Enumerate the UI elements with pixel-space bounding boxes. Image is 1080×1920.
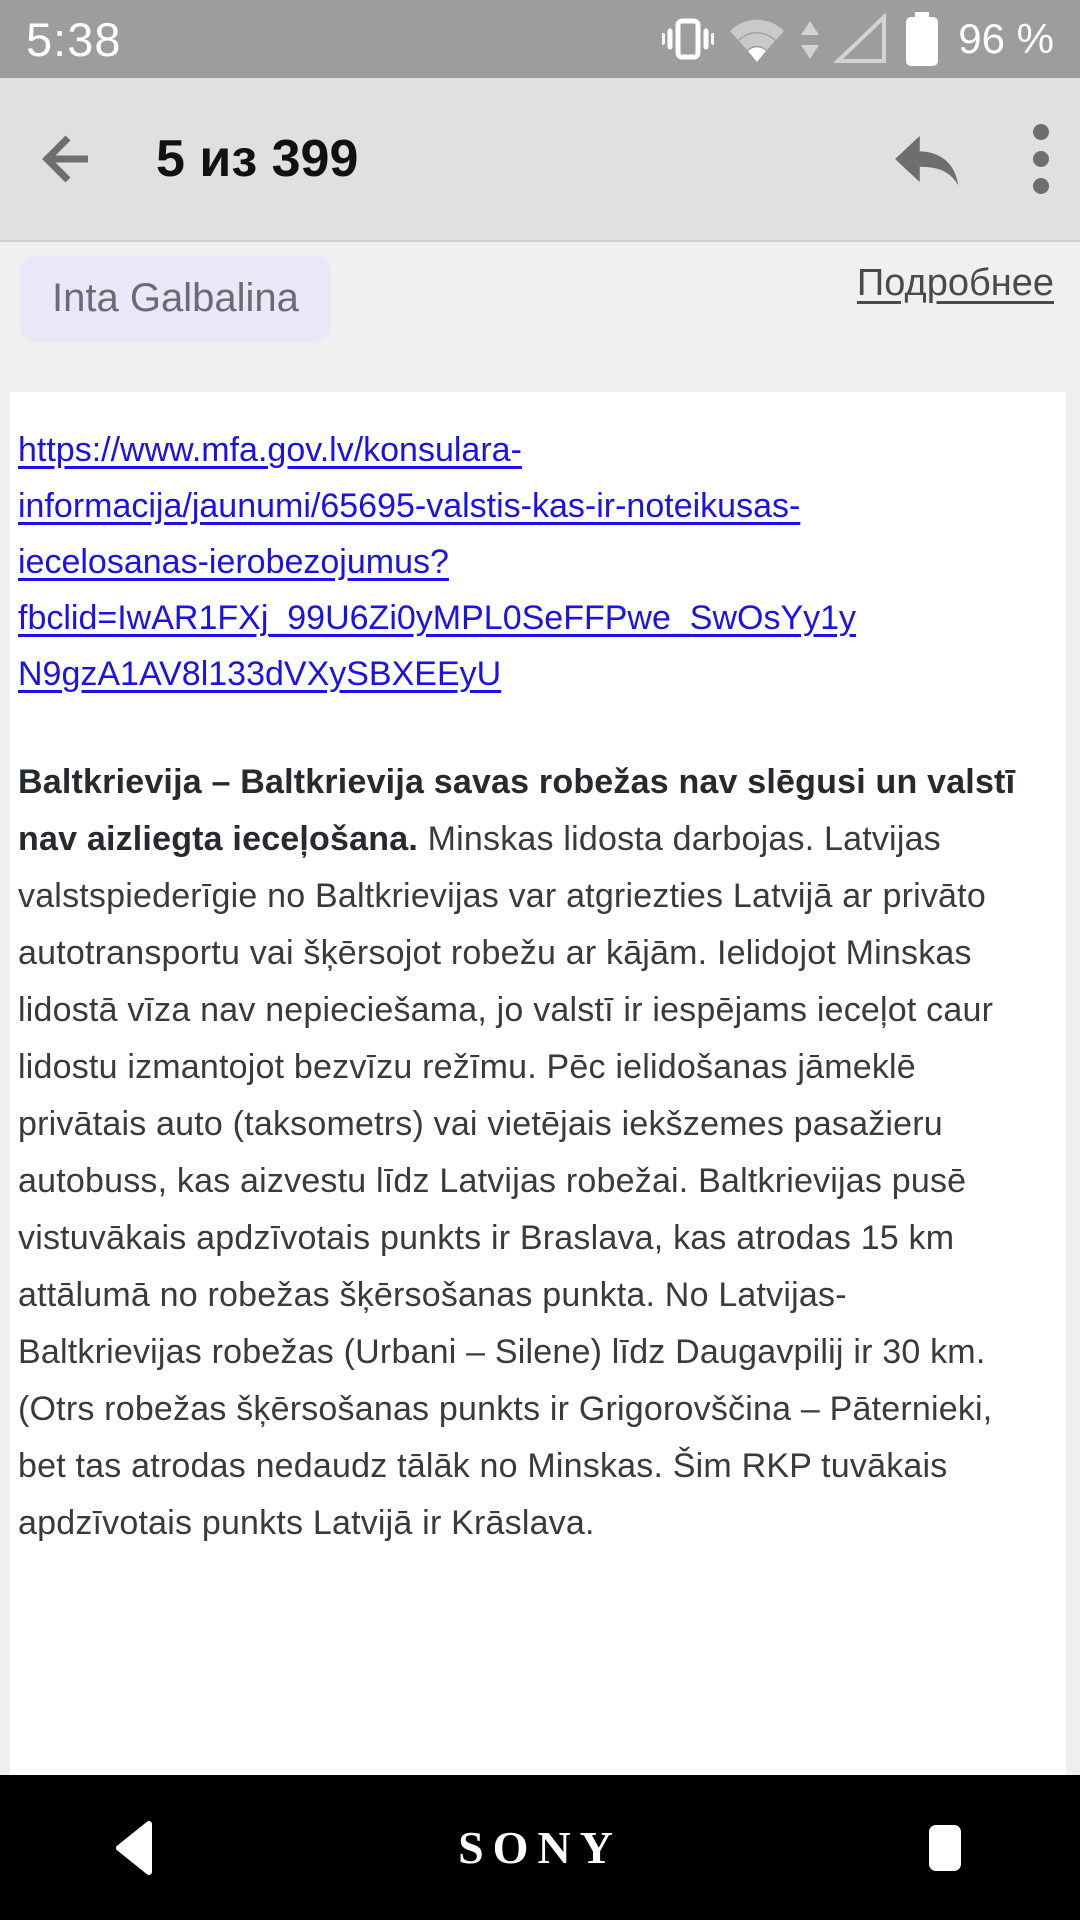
cellular-signal-empty-icon: [834, 13, 890, 65]
url-line: https://www.mfa.gov.lv/konsulara-: [18, 431, 522, 469]
status-clock: 5:38: [26, 12, 122, 66]
url-line: N9gzA1AV8l133dVXySBXEEyU: [18, 655, 502, 693]
back-arrow-icon: [30, 126, 96, 192]
paragraph-regular-text: Minskas lidosta darbojas. Latvijas valstspiederīgie no Baltkrievijas var atgriezties Latvijā ar privāto autotransportu vai šķērsojot robežu ar kājām. Ielidojot Minskas lidostā vīza nav nepieciešama, jo valstī ir iespējams ieceļot caur lidostu izmantojot bezvīzu režīmu. Pēc ielidošanas jāmeklē privātais auto (taksometrs) vai vietējais iekšzemes pasažieru autobuss, kas aizvestu līdz Latvijas robežai. Baltkrievijas pusē vistuvākais apdzīvotais punkts ir Braslava, kas atrodas 15 km attālumā no robežas šķērsošanas punkta. No Latvijas-Baltkrievijas robežas (Urbani – Silene) līdz Daugavpilij ir 30 km. (Otrs robežas šķērsošanas punkts ir Grigorovščina – Pāternieki, bet tas atrodas nedaudz tālāk no Minskas. Šim RKP tuvākais apdzīvotais punkts Latvijā ir Krāslava.: [18, 820, 994, 1542]
email-body-card: [10, 392, 1066, 1775]
back-button[interactable]: [30, 126, 96, 192]
vibrate-icon: [662, 13, 714, 65]
email-paragraph: [18, 754, 1018, 1552]
email-body-area: [0, 380, 1080, 1775]
navigation-bar: [0, 1775, 1080, 1920]
nav-back-button[interactable]: [0, 1775, 405, 1920]
battery-percent: 96 %: [958, 15, 1054, 62]
nav-back-triangle-icon: [113, 1820, 157, 1876]
overflow-menu-button[interactable]: [1032, 120, 1050, 198]
url-line: fbclid=IwAR1FXj_99U6Zi0yMPL0SeFFPwe_SwOsYy1y: [18, 599, 857, 637]
app-toolbar: [0, 78, 1080, 240]
sender-name: Inta Galbalina: [52, 276, 299, 320]
paragraph-bold-text: Baltkrievija – Baltkrievija savas robežas nav slēgusi un valstī nav aizliegta ieceļošana.: [18, 763, 1016, 858]
nav-recents-button[interactable]: [675, 1775, 1080, 1920]
overflow-menu-icon: [1032, 120, 1050, 198]
network-activity-arrows-icon: [800, 15, 820, 63]
wifi-icon: [728, 13, 786, 65]
sony-logo: [458, 1775, 622, 1920]
status-bar: [0, 0, 1080, 78]
status-icons: [662, 10, 1054, 68]
url-line: iecelosanas-ierobezojumus?: [18, 543, 449, 581]
nav-recents-square-icon: [929, 1825, 961, 1871]
sony-logo-text: SONY: [458, 1822, 622, 1873]
email-url-link[interactable]: [18, 422, 1018, 702]
page-title: 5 из 399: [156, 130, 359, 188]
details-link[interactable]: Подробнее: [856, 262, 1054, 304]
battery-full-icon: [904, 10, 940, 68]
reply-button[interactable]: [892, 127, 966, 191]
sender-chip[interactable]: [20, 256, 331, 341]
reply-icon: [892, 127, 966, 191]
sender-row: [0, 240, 1080, 380]
url-line: informacija/jaunumi/65695-valstis-kas-ir-noteikusas-: [18, 487, 801, 525]
